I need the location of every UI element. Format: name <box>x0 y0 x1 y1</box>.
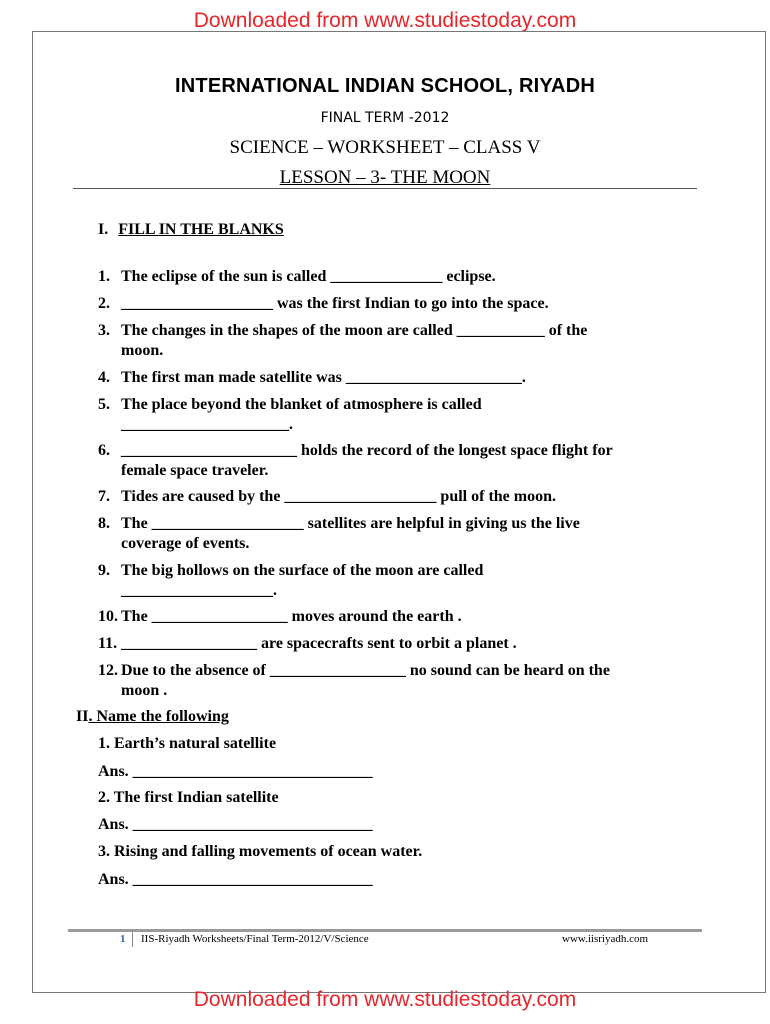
footer-separator <box>132 931 133 947</box>
section2-number: II <box>76 708 89 725</box>
item-line: The place beyond the blanket of atmosphere is called <box>121 396 482 413</box>
item-line: _____________________. <box>121 416 293 433</box>
item-number: 5. <box>98 396 110 413</box>
page-number: 1 <box>120 933 126 945</box>
footer-url: www.iisriyadh.com <box>562 933 649 945</box>
item-number: 9. <box>98 562 110 579</box>
item-line: The changes in the shapes of the moon are called ___________ of the <box>121 322 588 339</box>
item-number: 10. <box>98 608 118 625</box>
item-line: ______________________ holds the record of the longest space flight for <box>121 442 613 459</box>
section2-heading <box>76 708 229 726</box>
answer-line: Ans. ______________________________ <box>98 871 373 888</box>
item-line: ___________________. <box>121 582 277 599</box>
name-question: 2. The first Indian satellite <box>98 789 279 806</box>
section1-heading <box>98 221 284 239</box>
lesson-title: LESSON – 3- THE MOON <box>279 167 491 188</box>
answer-line: Ans. ______________________________ <box>98 816 373 833</box>
subject-title: SCIENCE – WORKSHEET – CLASS V <box>229 137 541 158</box>
name-question: 3. Rising and falling movements of ocean water. <box>98 843 423 860</box>
item-line: moon. <box>121 342 164 359</box>
header-divider <box>73 188 697 189</box>
item-line: female space traveler. <box>121 462 269 479</box>
item-number: 11. <box>98 635 118 652</box>
item-line: The eclipse of the sun is called ______________ eclipse. <box>121 268 496 285</box>
item-line: ___________________ was the first Indian to go into the space. <box>121 295 549 312</box>
item-line: Due to the absence of _________________ no sound can be heard on the <box>121 662 610 679</box>
name-question: 1. Earth’s natural satellite <box>98 735 277 752</box>
item-number: 12. <box>98 662 118 679</box>
item-number: 4. <box>98 369 110 386</box>
item-number: 2. <box>98 295 110 312</box>
item-number: 7. <box>98 488 110 505</box>
section2-title: . Name the following <box>88 708 229 725</box>
item-line: _________________ are spacecrafts sent to orbit a planet . <box>121 635 517 652</box>
item-line: Tides are caused by the ___________________ pull of the moon. <box>121 488 556 505</box>
watermark-bottom: Downloaded from www.studiestoday.com <box>193 988 577 1011</box>
item-number: 1. <box>98 268 110 285</box>
school-title: INTERNATIONAL INDIAN SCHOOL, RIYADH <box>175 75 595 97</box>
section1-number: I. <box>98 221 109 238</box>
item-line: The ___________________ satellites are helpful in giving us the live <box>121 515 580 532</box>
term-label: FINAL TERM -2012 <box>320 110 450 126</box>
footer-left-text: IIS-Riyadh Worksheets/Final Term-2012/V/Science <box>141 933 369 945</box>
item-line: The first man made satellite was ______________________. <box>121 369 526 386</box>
section1-title: FILL IN THE BLANKS <box>118 221 284 238</box>
footer-divider <box>68 929 702 932</box>
item-line: moon . <box>121 682 168 699</box>
item-line: coverage of events. <box>121 535 250 552</box>
item-number: 3. <box>98 322 110 339</box>
item-line: The big hollows on the surface of the moon are called <box>121 562 484 579</box>
item-number: 8. <box>98 515 110 532</box>
watermark-top: Downloaded from www.studiestoday.com <box>193 9 577 32</box>
item-number: 6. <box>98 442 110 459</box>
item-line: The _________________ moves around the earth . <box>121 608 462 625</box>
answer-line: Ans. ______________________________ <box>98 763 373 780</box>
